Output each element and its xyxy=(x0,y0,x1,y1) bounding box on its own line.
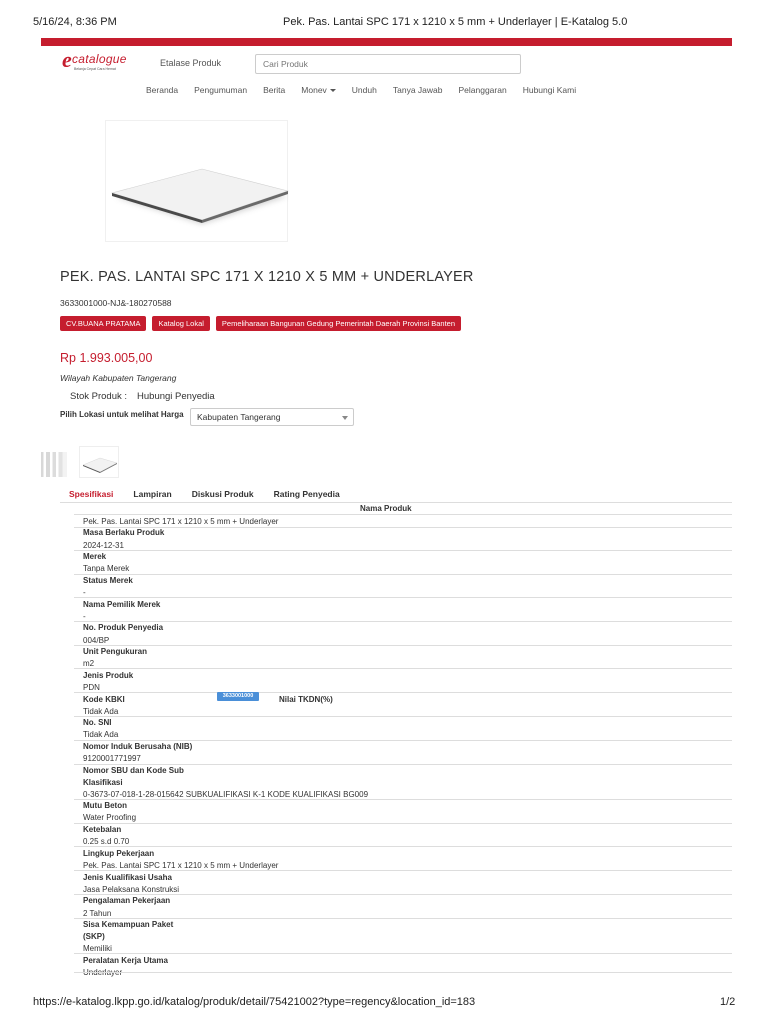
nav-beranda[interactable]: Beranda xyxy=(146,85,179,95)
spec-sbu-label: Nomor SBU dan Kode Sub xyxy=(83,766,184,775)
row-divider xyxy=(74,597,732,598)
spec-sbu-value: 0-3673-07-018-1-28-015642 SUBKUALIFIKASI K-1 KODE KUALIFIKASI BG009 xyxy=(83,790,369,799)
tab-spesifikasi[interactable]: Spesifikasi xyxy=(69,489,114,499)
spec-status-merek-label: Status Merek xyxy=(83,576,133,585)
row-divider xyxy=(74,550,732,551)
row-divider xyxy=(74,823,732,824)
ecatalogue-logo[interactable] xyxy=(62,47,142,76)
logo-wordmark: catalogue xyxy=(72,52,127,66)
product-tabs xyxy=(69,489,340,499)
tabs-divider xyxy=(60,502,732,503)
nav-monev[interactable] xyxy=(301,85,336,95)
spec-kualifikasi-value: Jasa Pelaksana Konstruksi xyxy=(83,885,180,894)
print-url: https://e-katalog.lkpp.go.id/katalog/produk/detail/75421002?type=regency&location_id=183 xyxy=(33,996,476,1008)
spec-merek-label: Merek xyxy=(83,552,107,561)
spec-ketebalan-label: Ketebalan xyxy=(83,825,122,834)
row-divider xyxy=(74,527,732,528)
gallery-scroll-strip[interactable] xyxy=(41,452,67,477)
spec-kbki-label: Kode KBKI xyxy=(83,695,125,704)
product-code: 3633001000-NJ&-180270588 xyxy=(60,298,172,308)
product-region: Wilayah Kabupaten Tangerang xyxy=(60,373,177,383)
spec-pengalaman-value: 2 Tahun xyxy=(83,909,112,918)
spec-status-merek-value: - xyxy=(83,588,86,597)
spec-pengalaman-label: Pengalaman Pekerjaan xyxy=(83,896,171,905)
row-divider xyxy=(74,574,732,575)
spec-masa-berlaku-value: 2024-12-31 xyxy=(83,541,124,550)
print-page-title: Pek. Pas. Lantai SPC 171 x 1210 x 5 mm + Underlayer | E-Katalog 5.0 xyxy=(283,16,628,28)
floor-panel-image xyxy=(106,121,289,243)
row-divider xyxy=(74,972,732,973)
spec-skp-label-line2: (SKP) xyxy=(83,932,105,941)
product-title: PEK. PAS. LANTAI SPC 171 X 1210 X 5 MM + UNDERLAYER xyxy=(60,269,474,285)
spec-unit-value: m2 xyxy=(83,659,95,668)
kbki-code-badge: 3633001000 xyxy=(217,692,259,701)
spec-header: Nama Produk xyxy=(360,504,412,513)
logo-initial: e xyxy=(62,47,72,72)
stock-value: Hubungi Penyedia xyxy=(137,391,215,402)
row-divider xyxy=(74,716,732,717)
nav-berita[interactable]: Berita xyxy=(263,85,286,95)
spec-sbu-label-line2: Klasifikasi xyxy=(83,778,123,787)
nav-pengumuman[interactable]: Pengumuman xyxy=(194,85,248,95)
row-divider xyxy=(74,514,732,515)
row-divider xyxy=(74,645,732,646)
spec-skp-value: Memiliki xyxy=(83,944,112,953)
row-divider xyxy=(74,692,732,693)
spec-skp-label: Sisa Kemampuan Paket xyxy=(83,920,174,929)
row-divider xyxy=(74,953,732,954)
etalase-produk-menu[interactable]: Etalase Produk xyxy=(160,58,222,68)
row-divider xyxy=(74,740,732,741)
location-selected-value: Kabupaten Tangerang xyxy=(197,412,281,422)
spec-masa-berlaku-label: Masa Berlaku Produk xyxy=(83,528,165,537)
print-page-number: 1/2 xyxy=(720,996,736,1008)
stock-label: Stok Produk : xyxy=(70,391,128,402)
spec-nama-produk-value: Pek. Pas. Lantai SPC 171 x 1210 x 5 mm + Underlayer xyxy=(83,517,279,526)
nav-unduh[interactable]: Unduh xyxy=(351,85,377,95)
spec-peralatan-label: Peralatan Kerja Utama xyxy=(83,956,168,965)
spec-lingkup-value: Pek. Pas. Lantai SPC 171 x 1210 x 5 mm + Underlayer xyxy=(83,861,279,870)
spec-kualifikasi-label: Jenis Kualifikasi Usaha xyxy=(83,873,172,882)
row-divider xyxy=(74,894,732,895)
spec-kbki-value: Tidak Ada xyxy=(83,707,119,716)
row-divider xyxy=(74,764,732,765)
spec-merek-value: Tanpa Merek xyxy=(83,564,130,573)
spec-ketebalan-value: 0.25 s.d 0.70 xyxy=(83,837,130,846)
chevron-down-icon xyxy=(342,416,348,420)
spec-pemilik-merek-label: Nama Pemilik Merek xyxy=(83,600,161,609)
logo-tagline: Belanja Cepat Cara Hemat xyxy=(74,67,116,71)
spec-sni-value: Tidak Ada xyxy=(83,730,119,739)
stock-info xyxy=(70,391,215,402)
spec-jenis-produk-value: PDN xyxy=(83,683,100,692)
print-datetime: 5/16/24, 8:36 PM xyxy=(33,16,117,28)
product-thumbnail[interactable] xyxy=(79,446,119,478)
spec-unit-label: Unit Pengukuran xyxy=(83,647,148,656)
product-main-image[interactable] xyxy=(105,120,288,242)
spec-sni-label: No. SNI xyxy=(83,718,112,727)
spec-pemilik-merek-value: - xyxy=(83,612,86,621)
spec-jenis-produk-label: Jenis Produk xyxy=(83,671,134,680)
search-input[interactable] xyxy=(255,54,521,74)
spec-mutu-beton-value: Water Proofing xyxy=(83,813,137,822)
row-divider xyxy=(74,668,732,669)
tab-lampiran[interactable]: Lampiran xyxy=(133,489,172,499)
tag-catalog-type[interactable]: Katalog Lokal xyxy=(152,316,209,331)
main-nav xyxy=(146,85,576,95)
thumbnail-panel-image xyxy=(80,447,120,479)
location-label: Pilih Lokasi untuk melihat Harga xyxy=(60,410,184,419)
spec-nib-label: Nomor Induk Berusaha (NIB) xyxy=(83,742,193,751)
tab-rating-penyedia[interactable]: Rating Penyedia xyxy=(273,489,340,499)
row-divider xyxy=(74,846,732,847)
location-select[interactable] xyxy=(190,408,354,426)
tab-diskusi-produk[interactable]: Diskusi Produk xyxy=(191,489,254,499)
product-price: Rp 1.993.005,00 xyxy=(60,351,153,365)
spec-mutu-beton-label: Mutu Beton xyxy=(83,801,127,810)
nav-tanya-jawab[interactable]: Tanya Jawab xyxy=(392,85,443,95)
row-divider xyxy=(74,870,732,871)
brand-top-bar xyxy=(41,38,732,46)
tag-vendor[interactable]: CV.BUANA PRATAMA xyxy=(60,316,146,331)
spec-lingkup-label: Lingkup Pekerjaan xyxy=(83,849,155,858)
spec-no-produk-label: No. Produk Penyedia xyxy=(83,623,164,632)
nav-monev-label: Monev xyxy=(301,85,327,95)
nav-hubungi-kami[interactable]: Hubungi Kami xyxy=(522,85,577,95)
spec-no-produk-value: 004/BP xyxy=(83,636,110,645)
spec-tkdn-label: Nilai TKDN(%) xyxy=(279,695,333,704)
row-divider xyxy=(74,918,732,919)
spec-nib-value: 9120001771997 xyxy=(83,754,141,763)
nav-pelanggaran[interactable]: Pelanggaran xyxy=(458,85,507,95)
row-divider xyxy=(74,799,732,800)
product-tags xyxy=(60,316,461,331)
chevron-down-icon xyxy=(330,89,336,92)
row-divider xyxy=(74,621,732,622)
tag-etalase[interactable]: Pemeliharaan Bangunan Gedung Pemerintah Daerah Provinsi Banten xyxy=(216,316,461,331)
